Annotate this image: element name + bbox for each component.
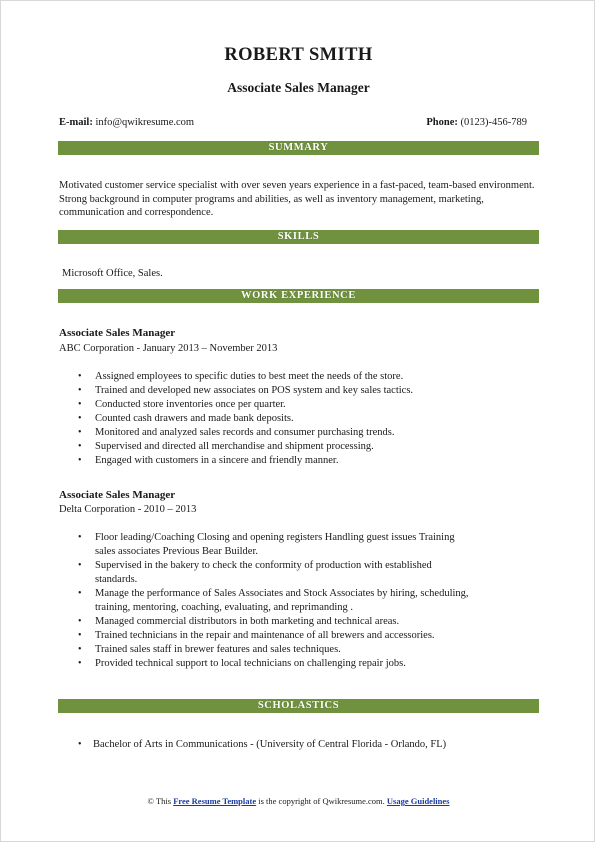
list-item: • Supervised in the bakery to check the conformity of production with established standards. (1, 559, 471, 587)
job-duties-list (1, 531, 471, 671)
list-item: • Engaged with customers in a sincere and friendly manner. (1, 454, 471, 468)
skills-section-header: SKILLS (58, 230, 539, 244)
footer-prefix: © This (147, 796, 172, 806)
skills-text: Microsoft Office, Sales. (62, 268, 163, 279)
summary-text: Motivated customer service specialist with over seven years experience in a fast-paced, team-based environment. Strong background in computer programs and abilities, as well as inventory management, marketing, communication and correspondence. (59, 180, 535, 218)
list-item: • Trained technicians in the repair and maintenance of all brewers and accessories. (1, 629, 471, 643)
education-list (1, 738, 541, 752)
footer (1, 796, 595, 806)
usage-guidelines-link[interactable]: Usage Guidelines (386, 796, 450, 806)
list-item: • Manage the performance of Sales Associates and Stock Associates by hiring, scheduling, training, mentoring, coaching, evaluating, and reprimanding . (1, 587, 471, 615)
scholastics-section-header: SCHOLASTICS (58, 699, 539, 713)
experience-section-header: WORK EXPERIENCE (58, 289, 539, 303)
list-item: • Trained sales staff in brewer features and sales techniques. (1, 643, 471, 657)
phone-line (426, 117, 527, 128)
phone-value: (0123)-456-789 (460, 117, 527, 128)
list-item: • Bachelor of Arts in Communications - (University of Central Florida - Orlando, FL) (1, 738, 541, 752)
list-item: • Assigned employees to specific duties to best meet the needs of the store. (1, 370, 471, 384)
email-value: info@qwikresume.com (95, 117, 195, 128)
candidate-name: ROBERT SMITH (224, 45, 373, 65)
job-title: Associate Sales Manager (59, 327, 176, 339)
list-item: • Conducted store inventories once per quarter. (1, 398, 471, 412)
list-item: • Managed commercial distributors in both marketing and technical areas. (1, 615, 471, 629)
free-resume-template-link[interactable]: Free Resume Template (173, 796, 257, 806)
candidate-title: Associate Sales Manager (227, 80, 370, 95)
list-item: • Trained and developed new associates on POS system and key sales tactics. (1, 384, 471, 398)
list-item: • Provided technical support to local technicians on challenging repair jobs. (1, 657, 471, 671)
list-item: • Counted cash drawers and made bank deposits. (1, 412, 471, 426)
job-title: Associate Sales Manager (59, 489, 176, 501)
list-item: • Supervised and directed all merchandise and shipment processing. (1, 440, 471, 454)
job-duties-list (1, 370, 471, 468)
job-company-dates: ABC Corporation - January 2013 – November 2013 (59, 343, 278, 354)
footer-middle: is the copyright of Qwikresume.com. (258, 796, 385, 806)
job-company-dates: Delta Corporation - 2010 – 2013 (59, 504, 197, 515)
email-label: E-mail: (59, 117, 93, 128)
summary-section-header: SUMMARY (58, 141, 539, 155)
email-line (59, 117, 194, 128)
phone-label: Phone: (426, 117, 458, 128)
list-item: • Monitored and analyzed sales records and consumer purchasing trends. (1, 426, 471, 440)
list-item: • Floor leading/Coaching Closing and opening registers Handling guest issues Training sales associates Previous Bear Builder. (1, 531, 471, 559)
